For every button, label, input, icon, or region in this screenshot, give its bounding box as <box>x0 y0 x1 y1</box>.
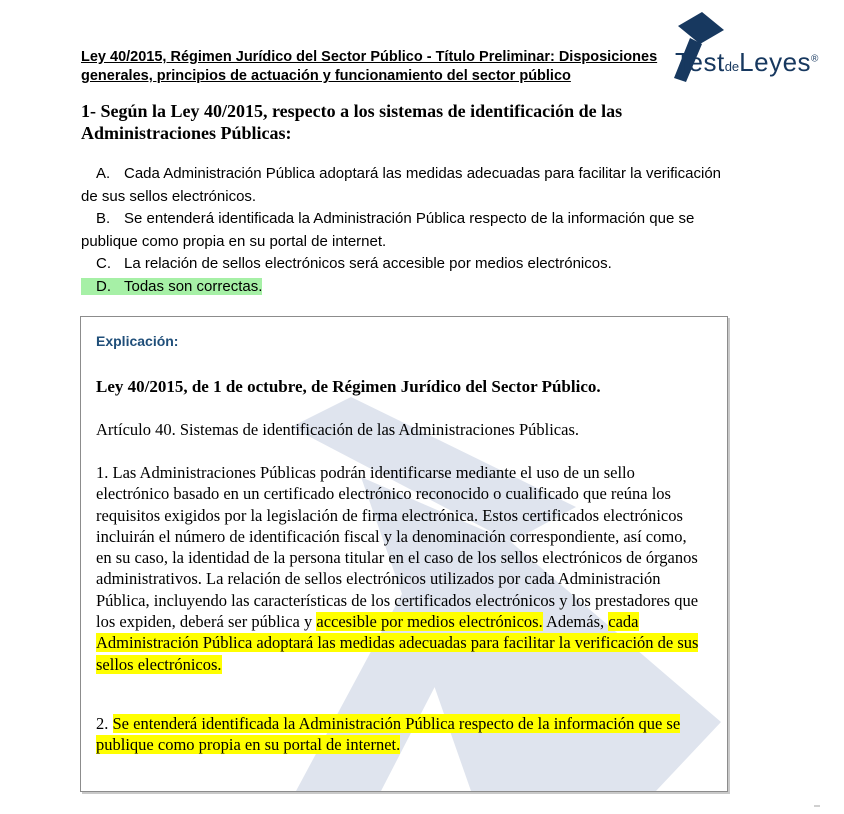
explanation-label: Explicación: <box>96 333 179 349</box>
option-d-correct[interactable]: D. Todas son correctas. <box>81 276 731 299</box>
article-title: Artículo 40. Sistemas de identificación de las Administraciones Públicas. <box>96 420 579 439</box>
article-paragraph-2: 2. Se entenderá identificada la Administración Pública respecto de la información que se publique como propia en su portal de internet. <box>96 714 681 755</box>
article-paragraph-1: 1. Las Administraciones Públicas podrán identificarse mediante el uso de un sello electrónico basado en un certificado electrónico reconocido o cualificado que reúna los requisitos exigidos por la legislación de firma electrónica. Estos certificados electrónicos incluirán el número de identificación fiscal y la denominación correspondiente, así como, en su caso, la identidad de la persona titular en el caso de los sellos electrónicos de órganos administrativos. La relación de sellos electrónicos utilizados por cada Administración Pública, incluyendo las características de los certificados electrónicos y los prestadores que los expiden, deberá ser pública y accesible por medios electrónicos. Además, cada Administración Pública adoptará las medidas adecuadas para facilitar la verificación de sus sellos electrónicos. <box>96 463 699 674</box>
law-title: Ley 40/2015, de 1 de octubre, de Régimen Jurídico del Sector Público. <box>96 377 601 396</box>
question-text: 1- Según la Ley 40/2015, respecto a los sistemas de identificación de las Administraciones Públicas: <box>81 101 623 143</box>
highlight: cada Administración Pública adoptará las medidas adecuadas para facilitar la verificación de sus sellos electrónicos. <box>96 612 699 674</box>
document-title: Ley 40/2015, Régimen Jurídico del Sector Público - Título Preliminar: Disposiciones generales, principios de actuación y funcionamiento del sector público <box>81 49 658 84</box>
option-b[interactable]: B. Se entenderá identificada la Administración Pública respecto de la información que se publique como propia en su portal de internet. <box>81 210 695 250</box>
logo-text: TestdeLeyes® <box>675 47 819 77</box>
option-c[interactable]: C. La relación de sellos electrónicos será accesible por medios electrónicos. <box>96 255 612 272</box>
highlight: accesible por medios electrónicos. <box>316 612 543 632</box>
explanation-box <box>80 316 728 792</box>
page-mark <box>814 805 820 807</box>
option-a[interactable]: A. Cada Administración Pública adoptará las medidas adecuadas para facilitar la verificación de sus sellos electrónicos. <box>81 165 721 205</box>
answer-options <box>81 163 731 298</box>
highlight: Se entenderá identificada la Administración Pública respecto de la información que se publique como propia en su portal de internet. <box>96 714 681 755</box>
